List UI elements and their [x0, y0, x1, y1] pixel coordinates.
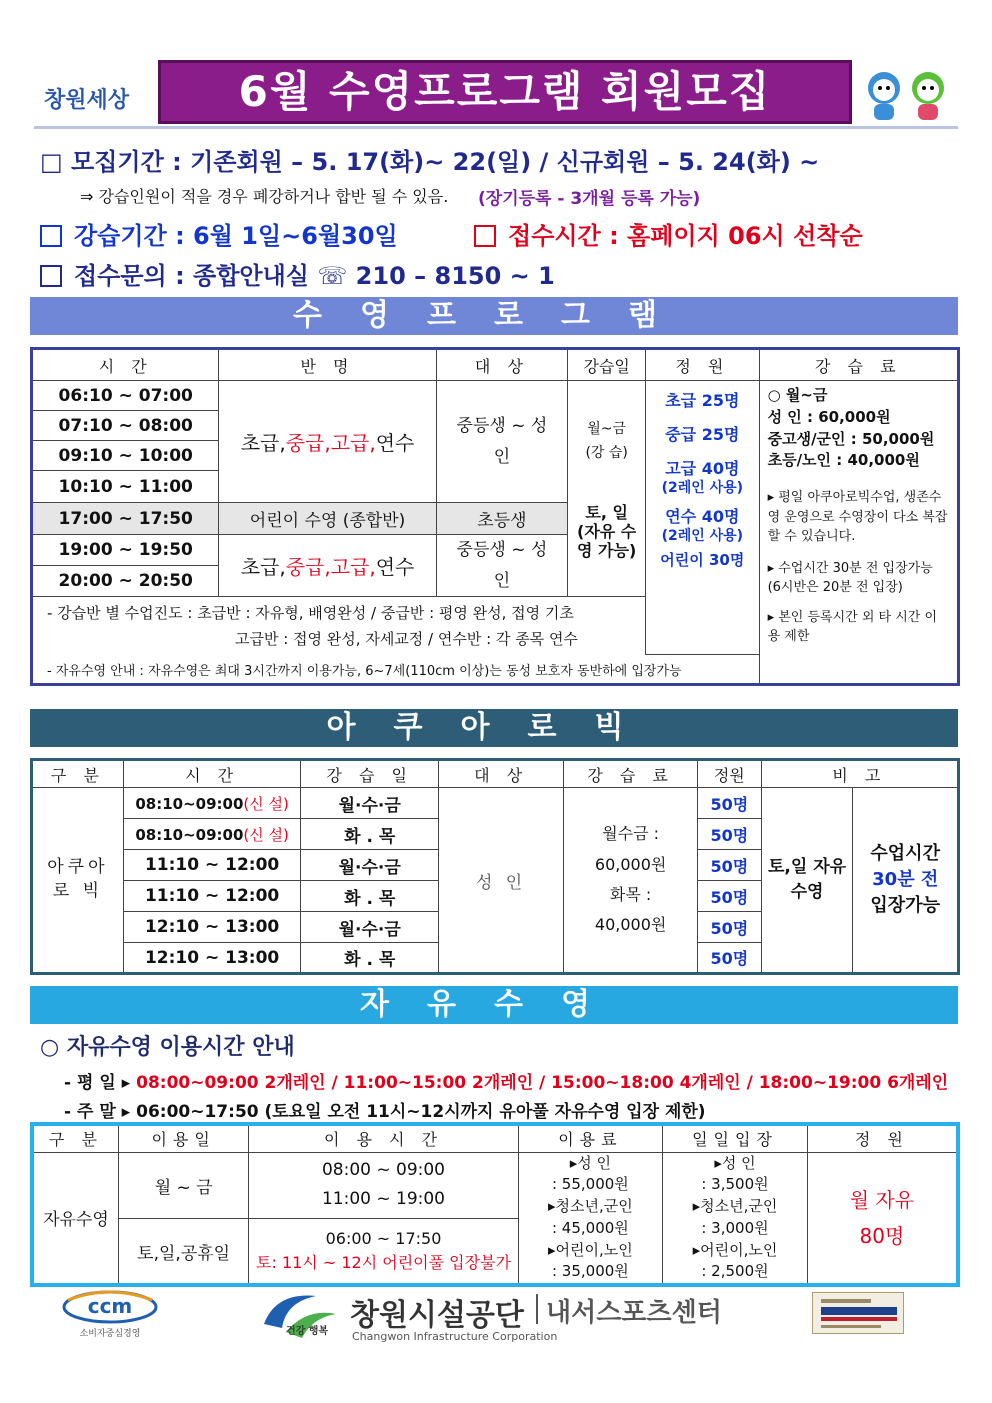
header-time: 이 용 시 간 [249, 1124, 518, 1152]
free-swim-table [30, 1122, 960, 1287]
aqua-time: 12:10 ~ 13:00 [123, 943, 301, 974]
org-name: 창원시설공단 [350, 1298, 524, 1333]
certification-seal-icon [812, 1292, 904, 1334]
aquarobic-bar: 아쿠아로빅 [30, 709, 958, 747]
aqua-days: 월·수·금 [301, 850, 438, 881]
long-term-note: (장기등록 - 3개월 등록 가능) [478, 189, 701, 209]
aqua-time: 12:10 ~ 13:00 [123, 912, 301, 943]
header-target: 대 상 [438, 760, 563, 788]
aqua-capacity: 50명 [697, 912, 761, 943]
page-title: 6월 수영프로그램 회원모집 [158, 60, 852, 124]
aqua-capacity: 50명 [697, 850, 761, 881]
free-daily: ▸성 인 : 3,500원 ▸청소년,군인 : 3,000원 ▸어린이,노인 : 2,500원 [663, 1152, 808, 1285]
header-class: 반 명 [219, 349, 436, 381]
header-capacity: 정원 [697, 760, 761, 788]
header-capacity: 정 원 [807, 1124, 958, 1152]
aqua-capacity: 50명 [697, 788, 761, 819]
aqua-time: 11:10 ~ 12:00 [123, 850, 301, 881]
weekend-days: 토, 일 (자유 수영 가능) [568, 503, 646, 597]
header-category: 구 분 [32, 760, 124, 788]
lesson-period: 강습기간 : 6월 1일~6월30일 [74, 222, 398, 250]
time-slot: 17:00 ~ 17:50 [32, 503, 219, 535]
free-time-weekend: 06:00 ~ 17:50 토: 11시 ~ 12시 어린이풀 입장불가 [249, 1219, 518, 1286]
time-slot: 19:00 ~ 19:50 [32, 535, 219, 566]
slogan-emblem-icon: 건강 행복 [256, 1288, 340, 1344]
center-name: 내서스포츠센터 [546, 1298, 722, 1328]
time-slot: 07:10 ~ 08:00 [32, 411, 219, 441]
header-daily: 일일입장 [663, 1124, 808, 1152]
time-slot: 10:10 ~ 11:00 [32, 471, 219, 503]
free-category: 자유수영 [32, 1152, 118, 1285]
org-english: Changwon Infrastructure Corporation [352, 1330, 558, 1343]
aqua-days: 화 . 목 [301, 943, 438, 974]
title-divider [34, 126, 958, 129]
time-slot: 06:10 ~ 07:00 [32, 381, 219, 411]
class-target: 중등생 ~ 성 인 [436, 381, 568, 503]
weekend-label: - 주 말 ▸ [64, 1102, 131, 1122]
header-time: 시 간 [123, 760, 301, 788]
checkbox-icon [40, 225, 62, 247]
header-fee: 강 습 료 [564, 760, 698, 788]
class-target: 중등생 ~ 성 인 [436, 535, 568, 597]
weekday-label: - 평 일 ▸ [64, 1073, 131, 1093]
time-slot: 09:10 ~ 10:00 [32, 441, 219, 471]
recruit-period: □ 모집기간 : 기존회원 – 5. 17(화)~ 22(일) / 신규회원 – 5. 24(화) ~ [40, 148, 820, 176]
class-fee: ○ 월~금 성 인 : 60,000원 중고생/군인 : 50,000원 초등/노인 : 40,000원 ▸ 평일 아쿠아로빅수업, 생존수영 운영으로 수영장이 다소 복잡 할 수 있습니다. ▸ 수업시간 30분 전 입장가능 (6시반은 20분 전 입장) ▸ 본인 등록시간 외 타 시간 이용 제한 [759, 381, 958, 685]
header-days: 강 습 일 [301, 760, 438, 788]
progress-note: - 강습반 별 수업진도 : 초급반 : 자유형, 배영완성 / 중급반 : 평영 완성, 접영 기초 고급반 : 접영 완성, 자세교정 / 연수반 : 각 종목 연수 [32, 597, 646, 655]
header-remark: 비 고 [761, 760, 958, 788]
logo-text: 창원세상 [44, 86, 130, 113]
aqua-remark-entry: 수업시간 30분 전 입장가능 [853, 788, 959, 974]
free-swim-info: - 자유수영 안내 : 자유수영은 최대 3시간까지 이용가능, 6~7세(110cm 이상)는 동성 보호자 동반하에 입장가능 [32, 655, 760, 685]
free-day-weekend: 토,일,공휴일 [118, 1219, 249, 1286]
free-fee: ▸성 인 : 55,000원 ▸청소년,군인 : 45,000원 ▸어린이,노인 : 35,000원 [518, 1152, 663, 1285]
swim-program-table [30, 347, 960, 686]
kids-target: 초등생 [436, 503, 568, 535]
swim-program-bar: 수영프로그램 [30, 297, 958, 335]
free-capacity: 월 자유 80명 [807, 1152, 958, 1285]
free-time-weekday: 08:00 ~ 09:00 11:00 ~ 19:00 [249, 1152, 518, 1219]
header-capacity: 정 원 [646, 349, 760, 381]
header-days: 강습일 [568, 349, 646, 381]
class-name: 초급,중급,고급,연수 [219, 535, 436, 597]
header-fee: 강 습 료 [759, 349, 958, 381]
class-name: 초급,중급,고급,연수 [219, 381, 436, 503]
aqua-days: 월·수·금 [301, 788, 438, 819]
mascot-icon [862, 64, 954, 124]
aqua-category: 아쿠아로 빅 [32, 788, 124, 974]
cancel-note: ⇒ 강습인원이 적을 경우 폐강하거나 합반 될 수 있음. [80, 187, 449, 206]
aqua-target: 성 인 [438, 788, 563, 974]
aqua-capacity: 50명 [697, 881, 761, 912]
weekday-schedule: 08:00~09:00 2개레인 / 11:00~15:00 2개레인 / 15:00~18:00 4개레인 / 18:00~19:00 6개레인 [136, 1073, 949, 1093]
checkbox-icon [474, 225, 496, 247]
aqua-capacity: 50명 [697, 819, 761, 850]
aqua-time: 11:10 ~ 12:00 [123, 881, 301, 912]
aqua-fee: 월수금 : 60,000원 화목 : 40,000원 [564, 788, 698, 974]
city-logo [44, 70, 144, 126]
ccm-logo: ccm 소비자중심경영 [62, 1290, 162, 1342]
weekend-schedule: 06:00~17:50 (토요일 오전 11시~12시까지 유아풀 자유수영 입장 제한) [136, 1102, 706, 1122]
aqua-remark-weekend: 토,일 자유수영 [761, 788, 853, 974]
aqua-time: 08:10~09:00(신 설) [123, 788, 301, 819]
inquiry: 접수문의 : 종합안내실 ☏ 210 – 8150 ~ 1 [74, 262, 555, 290]
header-fee: 이용료 [518, 1124, 663, 1152]
header-days: 이용일 [118, 1124, 249, 1152]
kids-class-name: 어린이 수영 (종합반) [219, 503, 436, 535]
checkbox-icon [40, 265, 62, 287]
free-swim-subtitle: ○ 자유수영 이용시간 안내 [40, 1035, 295, 1060]
reception-time: 접수시간 : 홈페이지 06시 선착순 [508, 222, 863, 250]
class-days: 월~금 (강 습) [568, 381, 646, 503]
aqua-time: 08:10~09:00(신 설) [123, 819, 301, 850]
free-day-weekday: 월 ~ 금 [118, 1152, 249, 1219]
aqua-days: 화 . 목 [301, 819, 438, 850]
time-slot: 20:00 ~ 20:50 [32, 566, 219, 597]
header-category: 구 분 [32, 1124, 118, 1152]
aquarobic-table [30, 758, 960, 975]
header-target: 대 상 [436, 349, 568, 381]
aqua-days: 화 . 목 [301, 881, 438, 912]
aqua-capacity: 50명 [697, 943, 761, 974]
class-capacity: 초급 25명 중급 25명 고급 40명 (2레인 사용) 연수 40명 (2레인 사용) 어린이 30명 [646, 381, 760, 655]
footer-divider [536, 1294, 538, 1324]
aqua-days: 월·수·금 [301, 912, 438, 943]
free-swim-bar: 자유수영 [30, 986, 958, 1024]
header-time: 시 간 [32, 349, 219, 381]
